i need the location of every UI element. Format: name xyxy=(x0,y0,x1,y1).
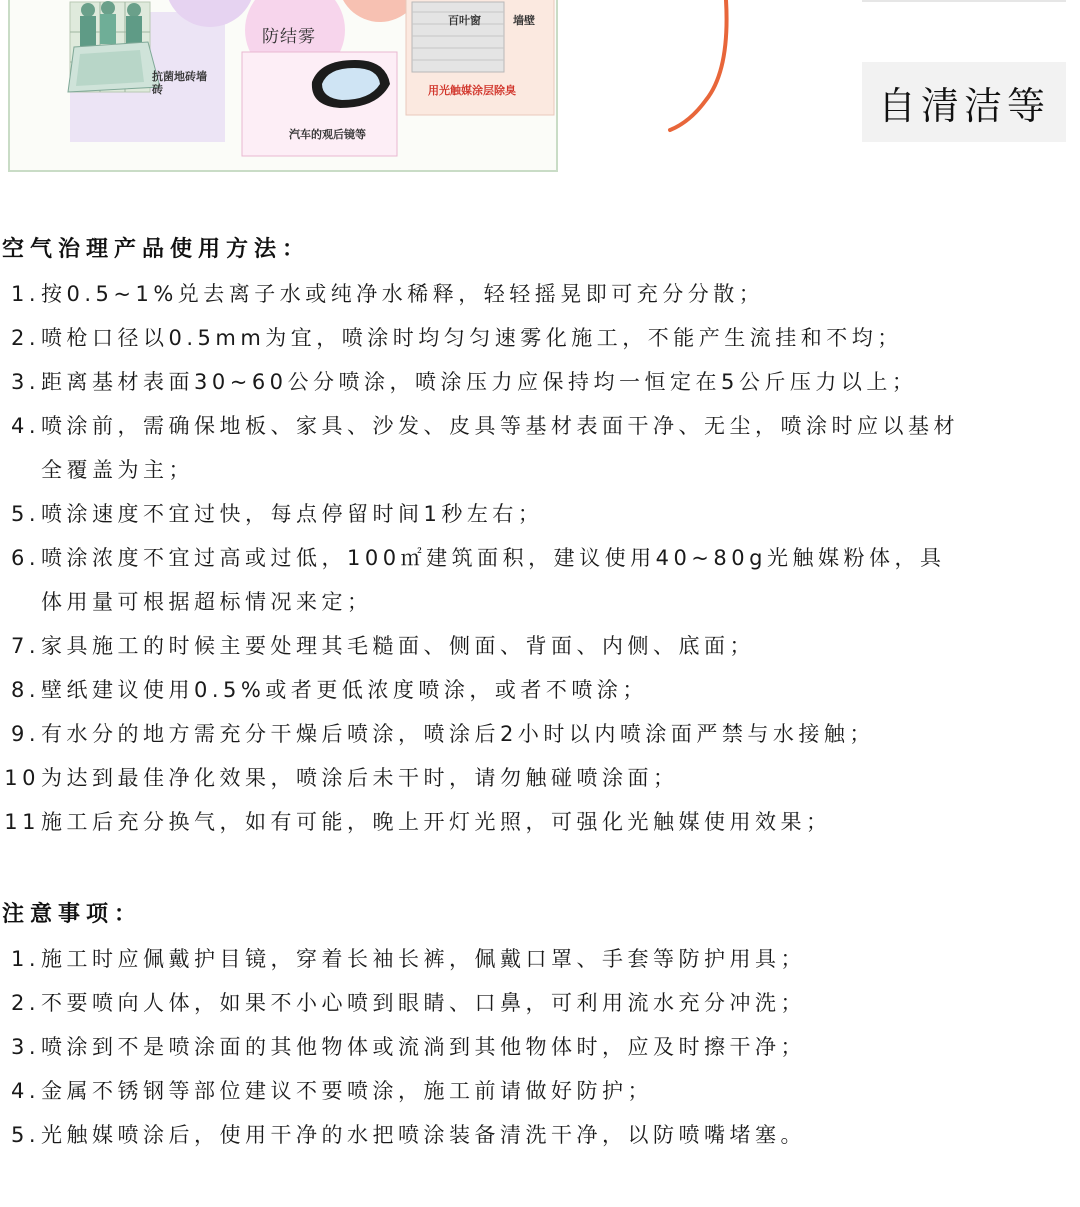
usage-item-number: 5. xyxy=(10,502,40,526)
notes-item-text: 不要喷向人体，如果不小心喷到眼睛、口鼻，可利用流水充分冲洗； xyxy=(41,991,806,1015)
usage-item-text: 距离基材表面30~60公分喷涂，喷涂压力应保持均一恒定在5公斤压力以上； xyxy=(41,370,918,394)
usage-title: 空气治理产品使用方法： xyxy=(2,237,311,262)
wall-label: 墙壁 xyxy=(513,14,535,27)
usage-item xyxy=(0,536,945,580)
mirror-label: 汽车的观后镜等 xyxy=(289,128,366,141)
usage-item xyxy=(0,272,764,316)
usage-item-number: 7. xyxy=(10,634,40,658)
usage-item-number: 9. xyxy=(10,722,40,746)
tiles-label: 抗菌地砖墙砖 xyxy=(152,70,207,96)
usage-item-number: 1. xyxy=(10,282,40,306)
notes-item xyxy=(0,981,806,1025)
usage-item-text: 喷枪口径以0.5mm为宜，喷涂时均匀匀速雾化施工，不能产生流挂和不均； xyxy=(41,326,903,350)
usage-item-number: 11 xyxy=(4,810,40,834)
notes-item-number: 1. xyxy=(10,947,40,971)
usage-item xyxy=(0,404,959,448)
usage-item-text: 按0.5~1%兑去离子水或纯净水稀释，轻轻摇晃即可充分分散； xyxy=(41,282,765,306)
deodorize-label: 用光触媒涂层除臭 xyxy=(428,84,516,97)
orange-connector-curve xyxy=(660,0,780,140)
usage-item-number: 2. xyxy=(10,326,40,350)
blinds-label: 百叶窗 xyxy=(448,14,481,27)
notes-item xyxy=(0,1025,806,1069)
notes-item-number: 4. xyxy=(10,1079,40,1103)
anti-fog-label: 防结雾 xyxy=(262,27,316,47)
usage-item-text: 壁纸建议使用0.5%或者更低浓度喷涂，或者不喷涂； xyxy=(41,678,648,702)
usage-item xyxy=(0,316,903,360)
usage-item-number: 6. xyxy=(10,546,40,570)
usage-item-text: 施工后充分换气，如有可能，晚上开灯光照，可强化光触媒使用效果； xyxy=(41,810,832,834)
usage-item xyxy=(0,492,543,536)
notes-item-number: 5. xyxy=(10,1123,40,1147)
usage-item-text: 家具施工的时候主要处理其毛糙面、侧面、背面、内侧、底面； xyxy=(41,634,755,658)
notes-title: 注意事项： xyxy=(2,902,143,927)
usage-item-number: 8. xyxy=(10,678,40,702)
usage-item-text: 喷涂浓度不宜过高或过低，100㎡建筑面积，建议使用40~80g光触媒粉体，具 xyxy=(41,546,946,570)
usage-item xyxy=(0,756,679,800)
usage-item-continuation: 全覆盖为主； xyxy=(41,458,194,482)
usage-item xyxy=(0,668,648,712)
notes-item-text: 施工时应佩戴护目镜，穿着长袖长裤，佩戴口罩、手套等防护用具； xyxy=(41,947,806,971)
usage-item xyxy=(0,800,832,844)
usage-item-number: 4. xyxy=(10,414,40,438)
application-illustration xyxy=(8,0,558,172)
usage-item-number: 10 xyxy=(4,766,40,790)
notes-item-number: 2. xyxy=(10,991,40,1015)
notes-item xyxy=(0,1069,653,1113)
notes-item xyxy=(0,937,806,981)
usage-item xyxy=(0,624,755,668)
usage-item-continuation: 体用量可根据超标情况来定； xyxy=(41,590,373,614)
usage-item xyxy=(0,712,875,756)
notes-item-text: 喷涂到不是喷涂面的其他物体或流淌到其他物体时，应及时擦干净； xyxy=(41,1035,806,1059)
usage-item-text: 有水分的地方需充分干燥后喷涂，喷涂后2小时以内喷涂面严禁与水接触； xyxy=(41,722,875,746)
usage-item-text: 喷涂速度不宜过快，每点停留时间1秒左右； xyxy=(41,502,544,526)
notes-item xyxy=(0,1113,806,1157)
notes-item-number: 3. xyxy=(10,1035,40,1059)
callout-top-line xyxy=(862,0,1066,2)
usage-item-number: 3. xyxy=(10,370,40,394)
usage-item-text: 喷涂前，需确保地板、家具、沙发、皮具等基材表面干净、无尘，喷涂时应以基材 xyxy=(41,414,959,438)
self-cleaning-callout: 自清洁等 xyxy=(862,62,1066,142)
notes-item-text: 光触媒喷涂后，使用干净的水把喷涂装备清洗干净，以防喷嘴堵塞。 xyxy=(41,1123,806,1147)
usage-item-text: 为达到最佳净化效果，喷涂后未干时，请勿触碰喷涂面； xyxy=(41,766,679,790)
notes-item-text: 金属不锈钢等部位建议不要喷涂，施工前请做好防护； xyxy=(41,1079,653,1103)
usage-item xyxy=(0,360,917,404)
